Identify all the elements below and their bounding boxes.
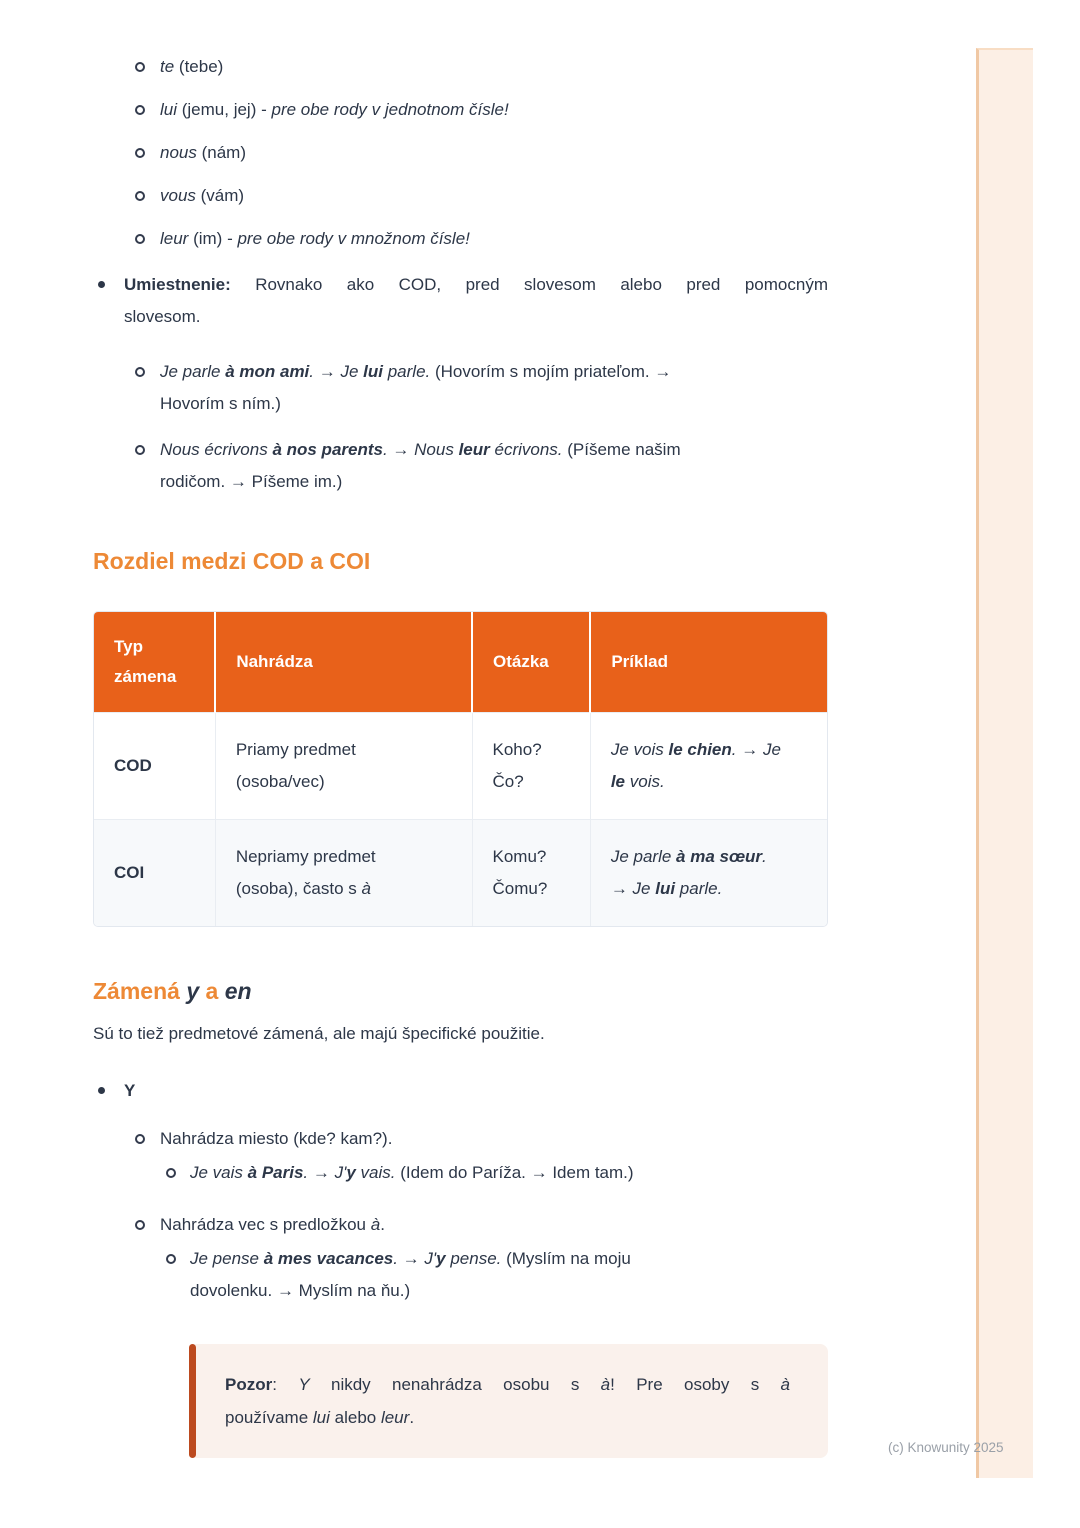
section-heading-cod-coi: Rozdiel medzi COD a COI <box>93 548 371 574</box>
y-point-head <box>93 1209 828 1241</box>
placement-bullet-item <box>93 269 828 333</box>
page-edge-strip <box>976 48 1033 1478</box>
circle-bullet-icon <box>135 445 145 455</box>
table-header-priklad: Príklad <box>590 612 828 713</box>
list-item <box>93 226 828 252</box>
callout-line-2: používame lui alebo leur. <box>225 1408 415 1427</box>
table-header-row <box>94 612 828 713</box>
list-item-text: leur (im) - pre obe rody v množnom čísle! <box>160 229 470 248</box>
y-en-intro: Sú to tiež predmetové zámená, ale majú špecifické použitie. <box>93 1024 545 1043</box>
circle-bullet-icon <box>166 1168 176 1178</box>
cod-coi-table <box>94 612 828 926</box>
y-usage-list <box>93 1123 828 1307</box>
example-item <box>93 356 828 420</box>
cell-type: COI <box>94 820 215 927</box>
list-item-text: lui (jemu, jej) - pre obe rody v jednotnom čísle! <box>160 100 509 119</box>
cell-question: Koho? Čo? <box>472 713 590 820</box>
placement-text <box>124 269 828 333</box>
circle-bullet-icon <box>135 148 145 158</box>
example-text: Nous écrivons à nos parents. → Nous leur écrivons. (Píšeme našim rodičom. → Píšeme im.) <box>160 440 681 491</box>
circle-bullet-icon <box>135 367 145 377</box>
y-label: Y <box>124 1081 136 1100</box>
list-item <box>93 54 828 80</box>
table-header-otazka: Otázka <box>472 612 590 713</box>
y-example-text: Je pense à mes vacances. → J'y pense. (Myslím na moju dovolenku. → Myslím na ňu.) <box>190 1249 631 1300</box>
coi-pronoun-list <box>93 54 828 252</box>
y-point-text: Nahrádza vec s predložkou à. <box>160 1215 385 1234</box>
placement-line-2: slovesom. <box>124 307 201 326</box>
circle-bullet-icon <box>135 234 145 244</box>
y-point-example <box>93 1157 828 1189</box>
example-text: Je parle à mon ami. → Je lui parle. (Hovorím s mojím priateľom. → Hovorím s ním.) <box>160 362 672 413</box>
y-example-text: Je vais à Paris. → J'y vais. (Idem do Paríža. → Idem tam.) <box>190 1163 634 1182</box>
y-point-example <box>93 1243 828 1307</box>
callout-accent-bar <box>189 1344 196 1458</box>
placement-example-list <box>93 356 828 498</box>
table-header-nahradza: Nahrádza <box>215 612 472 713</box>
disc-bullet-icon <box>98 281 105 288</box>
callout-text <box>225 1368 790 1434</box>
table-header-typ-zamena: Typ zámena <box>94 612 215 713</box>
cell-example: Je vois le chien. → Je le vois. <box>590 713 828 820</box>
circle-bullet-icon <box>135 105 145 115</box>
cell-replaces: Priamy predmet (osoba/vec) <box>215 713 472 820</box>
circle-bullet-icon <box>166 1254 176 1264</box>
list-item <box>93 183 828 209</box>
circle-bullet-icon <box>135 1134 145 1144</box>
list-item <box>93 140 828 166</box>
list-item-text: te (tebe) <box>160 57 224 76</box>
table-row-coi <box>94 820 828 927</box>
table-row-cod <box>94 713 828 820</box>
cod-coi-table-wrapper <box>93 611 828 927</box>
callout-line-1: Pozor: Y nikdy nenahrádza osobu s à! Pre osoby s à <box>225 1375 791 1394</box>
list-item-text: vous (vám) <box>160 186 245 205</box>
cell-question: Komu? Čomu? <box>472 820 590 927</box>
y-point-text: Nahrádza miesto (kde? kam?). <box>160 1129 393 1148</box>
placement-line-1: Umiestnenie: Rovnako ako COD, pred slovesom alebo pred pomocným <box>124 275 828 294</box>
cell-example: Je parle à ma sœur. → Je lui parle. <box>590 820 828 927</box>
example-item <box>93 434 828 498</box>
list-item-text: nous (nám) <box>160 143 246 162</box>
y-point-head <box>93 1123 828 1155</box>
list-item <box>93 97 828 123</box>
copyright-label: (c) Knowunity 2025 <box>888 1440 1004 1455</box>
cell-type: COD <box>94 713 215 820</box>
circle-bullet-icon <box>135 191 145 201</box>
section-heading-y-en: Zámená y a en <box>93 978 252 1004</box>
circle-bullet-icon <box>135 62 145 72</box>
note-page-content <box>93 0 828 1458</box>
disc-bullet-icon <box>98 1087 105 1094</box>
cell-replaces: Nepriamy predmet (osoba), často s à <box>215 820 472 927</box>
pozor-callout <box>189 1344 828 1458</box>
y-bullet-item <box>93 1078 828 1104</box>
circle-bullet-icon <box>135 1220 145 1230</box>
